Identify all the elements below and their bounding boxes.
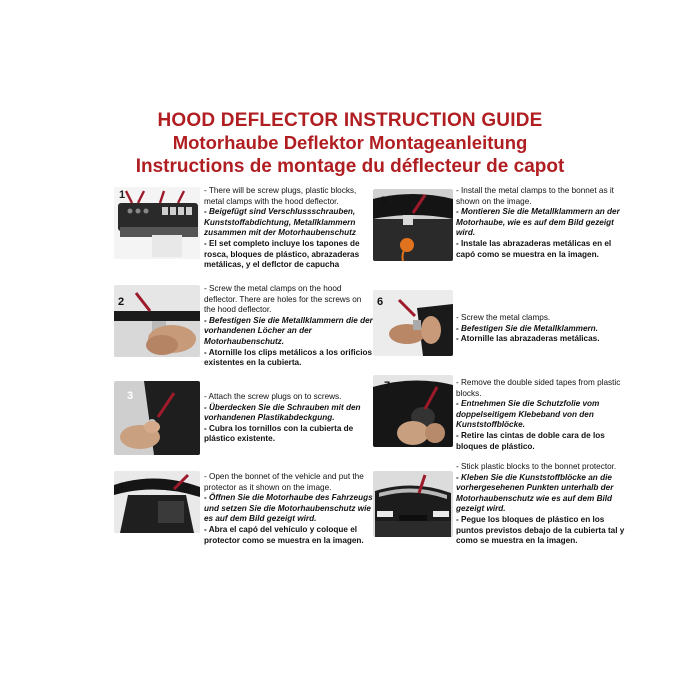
step-2-text <box>204 284 374 369</box>
step-8-english: - Stick plastic blocks to the bonnet protector. <box>456 462 617 471</box>
step-1-english: - There will be screw plugs, plastic blocks, metal clamps with the hood deflector. <box>204 186 357 206</box>
step-4-text <box>204 472 376 546</box>
step-2-spanish: - Atornille los clips metálicos a los orificios existentes en la cubierta. <box>204 347 373 368</box>
step-7-spanish: - Retire las cintas de doble cara de los bloques de plástico. <box>456 430 605 451</box>
step-6-number: 6 <box>377 296 384 308</box>
step-8-text <box>456 462 632 547</box>
step-4-photo <box>114 471 200 533</box>
title-french: Instructions de montage du déflecteur de capot <box>135 156 565 177</box>
step-6-text <box>456 313 626 345</box>
step-5-german: - Montieren Sie die Metallklammern an der Motorhaube, wie es auf dem Bild gezeigt wird. <box>456 207 620 238</box>
step-8-spanish: - Pegue los bloques de plástico en los puntos previstos debajo de la cubierta tal y como se muestra en la imagen. <box>456 514 625 546</box>
step-4-german: - Öffnen Sie die Motorhaube des Fahrzeugs und setzen Sie die Motorhaubenschutz wie es auf dem Bild gezeigt wird. <box>204 493 373 524</box>
step-5-spanish: - Instale las abrazaderas metálicas en el capó como se muestra en la imagen. <box>456 238 612 259</box>
step-5-english: - Install the metal clamps to the bonnet as it shown on the image. <box>456 186 614 206</box>
step-1-spanish: - El set completo incluye los tapones de rosca, bloques de plástico, abrazaderas metálicas, y el deflctor de capucha <box>204 238 360 270</box>
step-2-german: - Befestigen Sie die Metallklammern die der vorhandenen Löcher an der Motorhaubenschutz. <box>204 315 373 346</box>
step-3-text <box>204 392 374 445</box>
step-7-number: 7 <box>384 380 391 392</box>
step-6-english: - Screw the metal clamps. <box>456 313 551 322</box>
title-english: HOOD DEFLECTOR INSTRUCTION GUIDE <box>157 110 543 131</box>
step-3-number: 3 <box>127 390 134 402</box>
step-5-number: 5 <box>381 195 388 207</box>
step-7-english: - Remove the double sided tapes from plastic blocks. <box>456 378 621 398</box>
step-1-german: - Beigefügt sind Verschlussschrauben, Kunststoffabdichtung, Metallklammern zusammen mit der Motorhaubenschutz <box>204 207 356 238</box>
step-3-english: - Attach the screw plugs on to screws. <box>204 392 342 401</box>
step-6-german: - Befestigen Sie die Metallklammern. <box>456 323 598 333</box>
step-8-german: - Kleben Sie die Kunststoffblöcke an die vorhergesehenen Punkten unterhalb der Motorhaubenschutz wie es auf dem Bild gezeigt wird. <box>456 472 614 514</box>
step-8-photo <box>373 471 453 537</box>
step-7-german: - Entnehmen Sie die Schutzfolie vom doppelseitigem Klebeband von den Kunststoffblöcke. <box>456 399 600 430</box>
step-4-spanish: - Abra el capó del vehículo y coloque el protector como se muestra en la imagen. <box>204 524 364 545</box>
step-3-german: - Überdecken Sie die Schrauben mit den vorhandenen Plastikabdeckgung. <box>204 402 361 423</box>
step-4-number: 4 <box>118 481 125 493</box>
step-1-text <box>204 186 372 271</box>
step-2-number: 2 <box>118 296 125 308</box>
step-6-photo <box>373 290 453 356</box>
step-6-spanish: - Atornille las abrazaderas metálicas. <box>456 334 600 344</box>
step-1-number: 1 <box>119 189 126 201</box>
title-german: Motorhaube Deflektor Montageanleitung <box>172 132 528 153</box>
step-4-english: - Open the bonnet of the vehicle and put the protector as it shown on the image. <box>204 472 364 492</box>
step-1-photo <box>114 187 200 259</box>
step-5-text <box>456 186 626 260</box>
step-7-text <box>456 378 628 452</box>
step-2-photo <box>114 285 200 357</box>
step-2-english: - Screw the metal clamps on the hood deflector. There are holes for the screws on the hood deflector. <box>204 284 362 315</box>
step-3-spanish: - Cubra los tornillos con la cubierta de plástico existente. <box>204 423 354 444</box>
